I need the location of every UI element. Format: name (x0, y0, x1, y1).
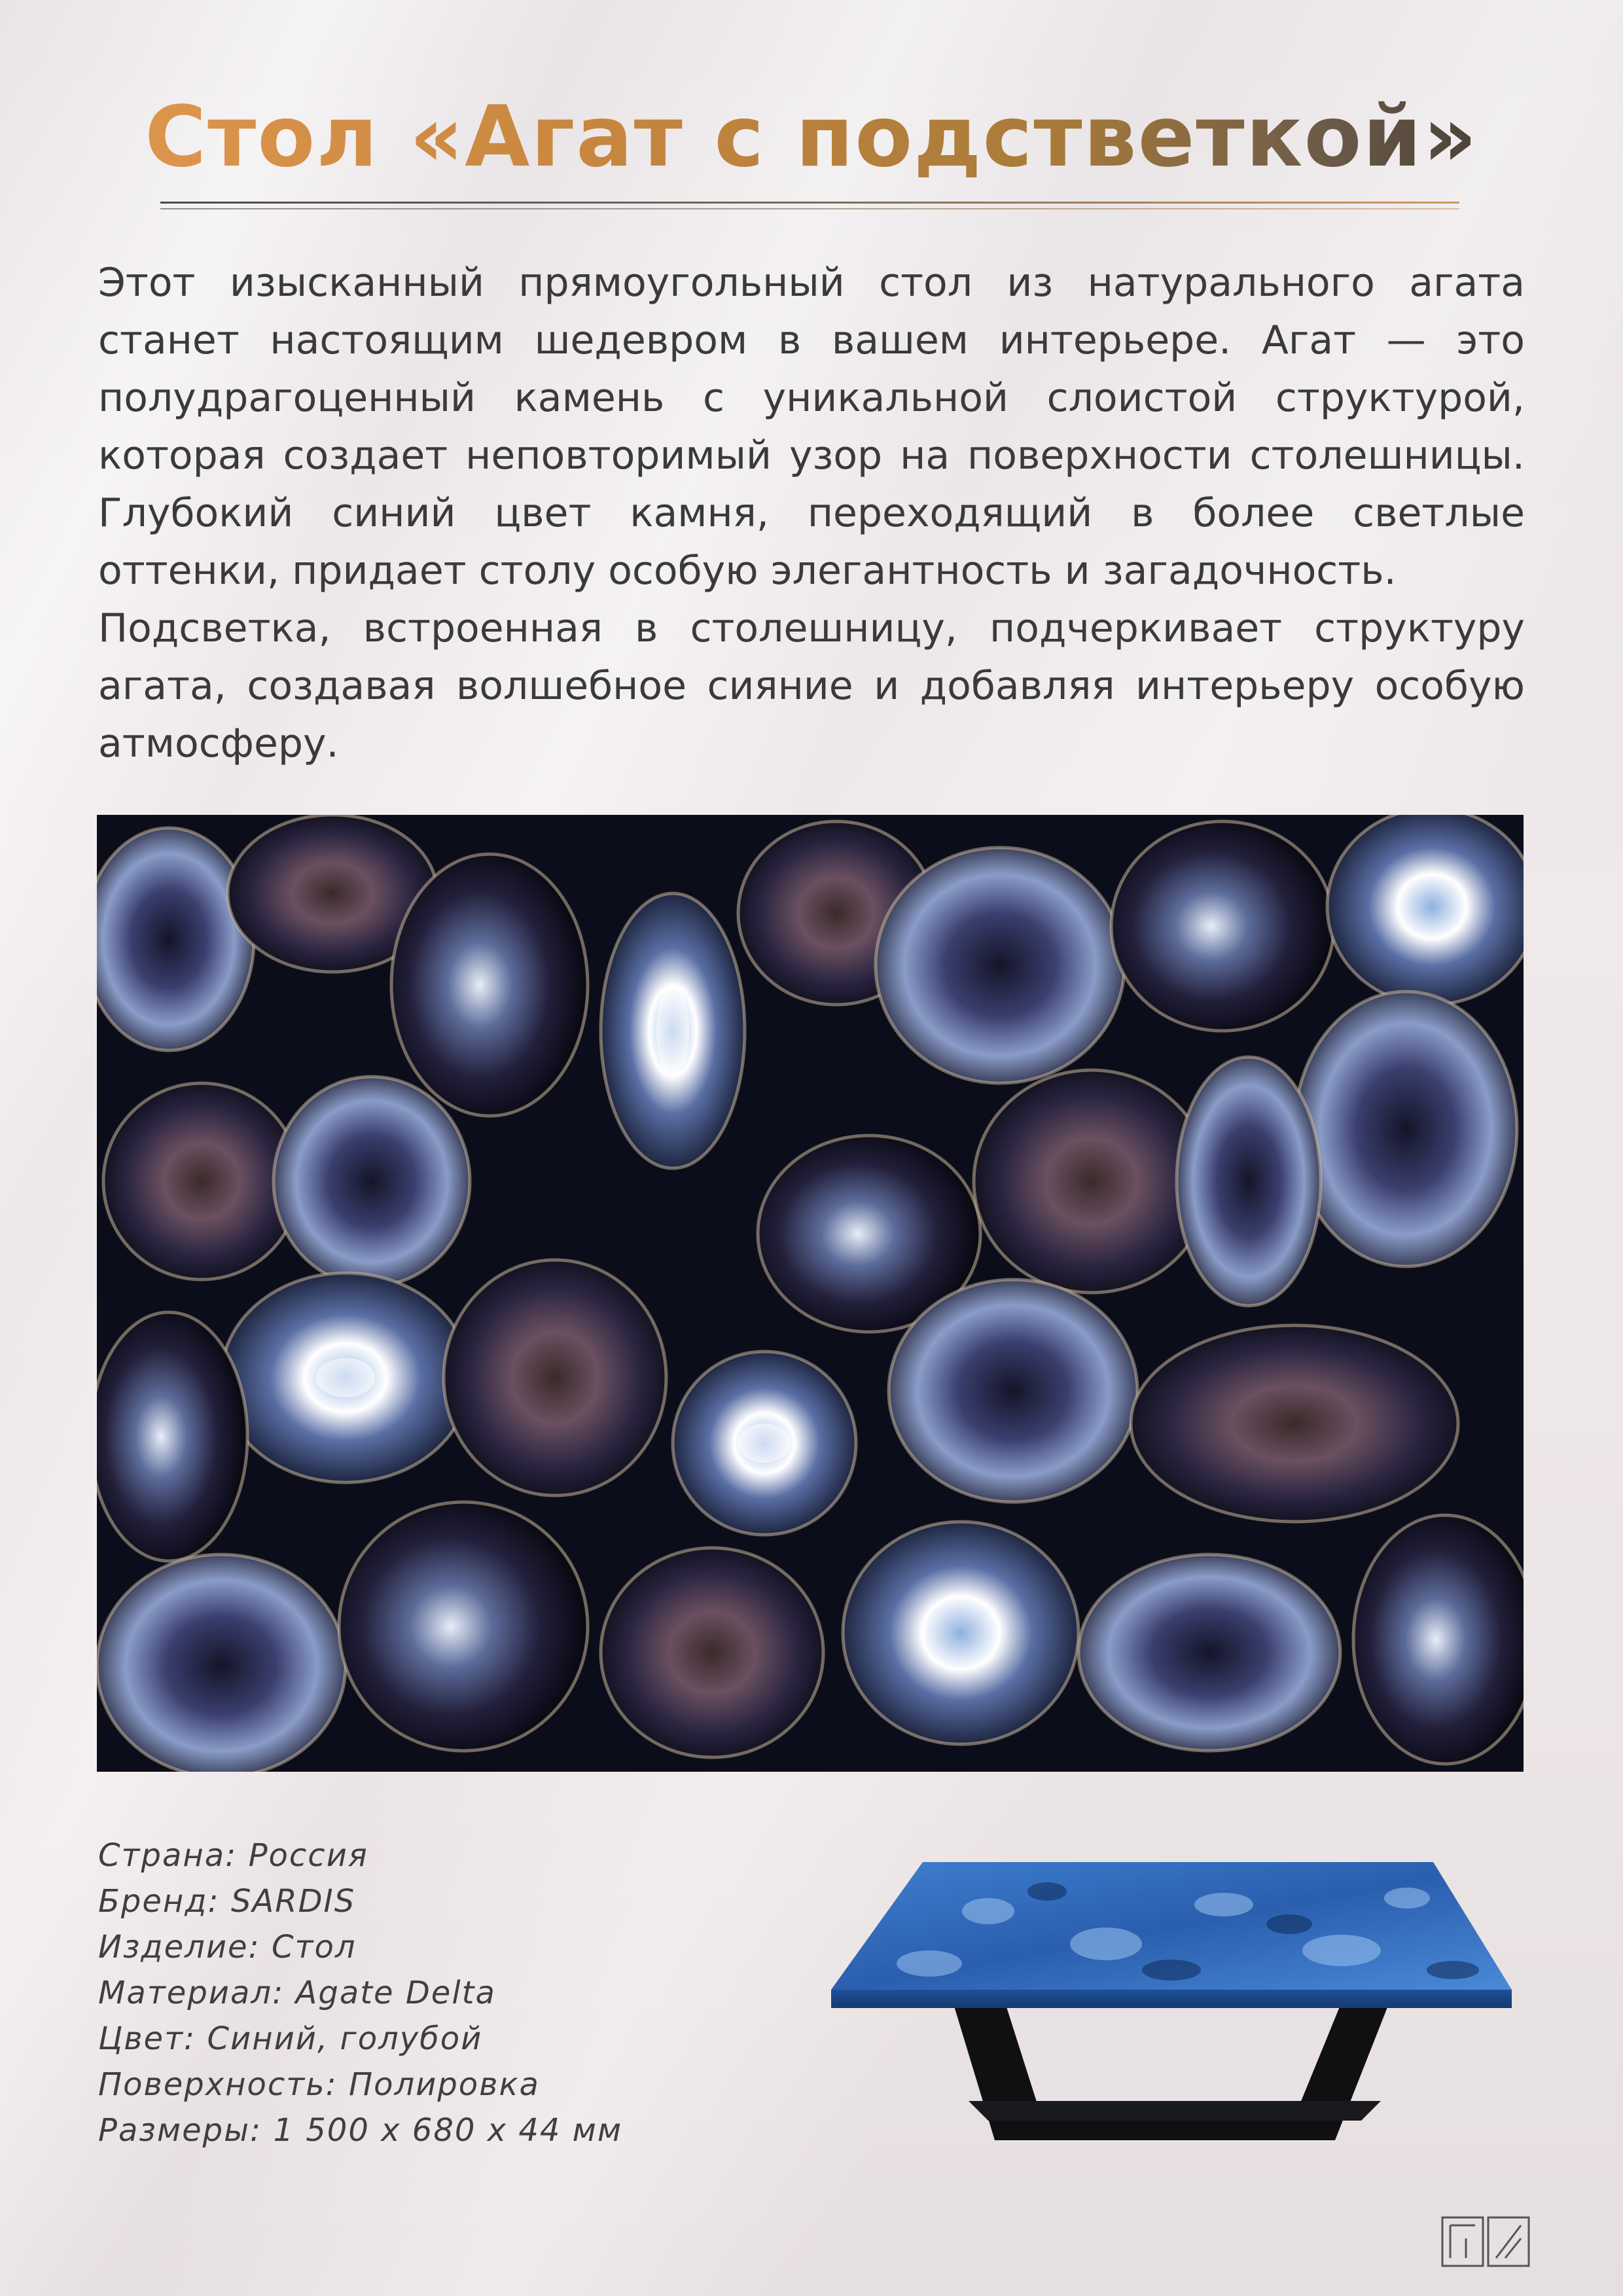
title-underline (160, 202, 1459, 204)
spec-value: 1 500 x 680 x 44 мм (273, 2112, 623, 2149)
product-specs (98, 1833, 818, 2153)
description-paragraph-2: Подсветка, встроенная в столешницу, подчеркивает структуру агата, создавая волшебное сияние и добавляя интерьеру особую атмосферу. (98, 605, 1525, 766)
spec-label: Материал: (98, 1975, 285, 2011)
spec-color (98, 2016, 818, 2062)
agate-texture-photo (97, 815, 1524, 1772)
spec-label: Изделие: (98, 1929, 260, 1965)
page-title: Стол «Агат с подстветкой» (0, 85, 1623, 190)
title-underline-secondary (160, 208, 1459, 209)
spec-value: Синий, голубой (207, 2020, 483, 2057)
spec-material (98, 1970, 818, 2016)
spec-brand (98, 1878, 818, 1924)
spec-label: Цвет: (98, 2020, 196, 2057)
product-description (98, 254, 1525, 772)
spec-value: SARDIS (230, 1883, 356, 1920)
spec-label: Поверхность: (98, 2066, 338, 2103)
spec-value: Полировка (348, 2066, 540, 2103)
spec-label: Страна: (98, 1837, 238, 1874)
table-product-photo (831, 1852, 1518, 2173)
spec-label: Бренд: (98, 1883, 220, 1920)
spec-surface (98, 2062, 818, 2108)
spec-dimensions (98, 2108, 818, 2153)
spec-value: Agate Delta (295, 1975, 496, 2011)
spec-country (98, 1833, 818, 1878)
spec-value: Россия (248, 1837, 368, 1874)
spec-value: Стол (272, 1929, 357, 1965)
brand-logo (1440, 2212, 1531, 2271)
spec-product (98, 1924, 818, 1970)
description-paragraph-1: Этот изысканный прямоугольный стол из натурального агата станет настоящим шедевром в вашем интерьере. Агат — это полудрагоценный камень с уникальной слоистой структурой, которая создает неповторимый узор на поверхности столешницы. Глубокий синий цвет камня, переходящий в более светлые оттенки, придает столу особую элегантность и загадочность. (98, 260, 1525, 594)
spec-label: Размеры: (98, 2112, 262, 2149)
